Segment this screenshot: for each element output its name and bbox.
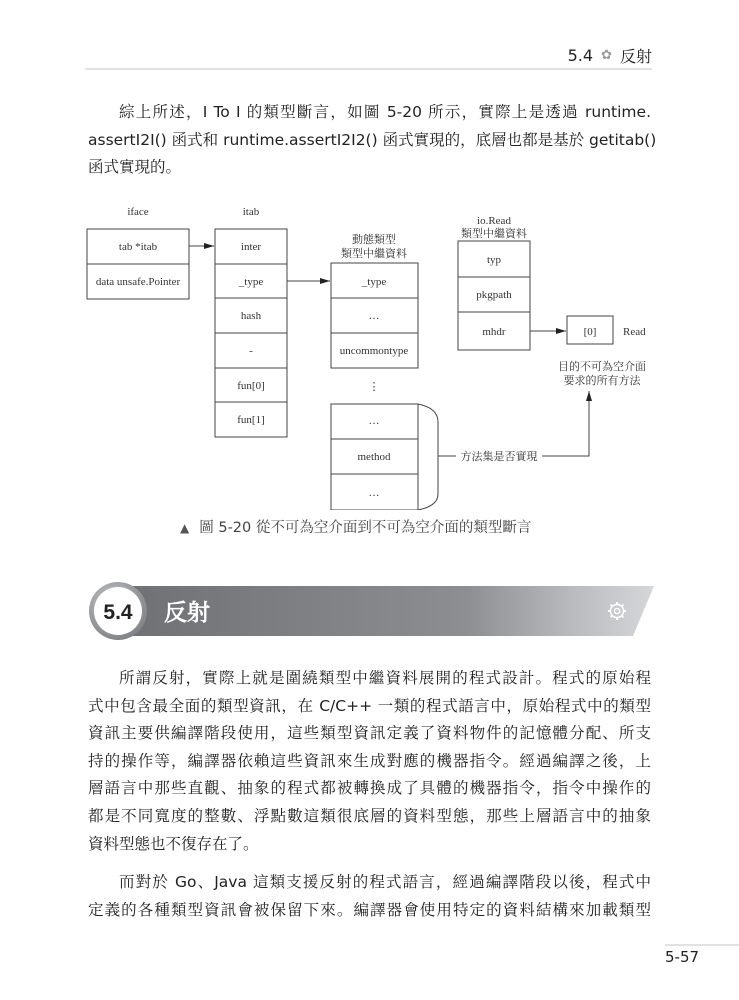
body-paragraph — [88, 869, 651, 924]
gear-icon: ✿ — [601, 48, 612, 63]
itab-field: fun[0] — [237, 380, 265, 392]
body-paragraph — [88, 665, 651, 858]
io-read-field: typ — [486, 254, 502, 266]
paragraph-line: 所謂反射，實際上就是圍繞類型中繼資料展開的程式設計。程式的原始程 — [119, 669, 651, 687]
paragraph-line: 式中包含最全面的類型資訊，在 C/C++ 一類的程式語言中，原始程式中的類型 — [88, 696, 651, 715]
dynamic-type-title: 動態類型 — [352, 234, 396, 246]
dynamic-type-subtitle: 類型中繼資料 — [341, 248, 407, 260]
running-header — [568, 44, 652, 67]
io-read-field: pkgpath — [476, 289, 512, 301]
figure-5-20 — [80, 200, 660, 510]
section-banner — [88, 580, 654, 640]
iface-title: iface — [127, 206, 149, 218]
itab-field: _type — [238, 276, 264, 288]
dynamic-type-field: … — [368, 487, 380, 499]
paragraph-line: 綜上所述，I To I 的類型斷言，如圖 5-20 所示，實際上是透過 runtime. — [119, 103, 651, 121]
header-section-title: 反射 — [619, 47, 652, 66]
check-label: 方法集是否實現 — [460, 451, 538, 463]
header-section-number: 5.4 — [567, 46, 594, 65]
itab-field: - — [249, 345, 253, 357]
dynamic-type-field: … — [368, 310, 380, 322]
header-rule — [85, 68, 652, 70]
paragraph-line: 函式實現的。 — [88, 158, 182, 177]
dynamic-type-field: uncommontype — [339, 345, 409, 357]
vertical-ellipsis: ⋮ — [368, 381, 380, 393]
iface-field: tab *itab — [118, 241, 158, 253]
dynamic-type-field: … — [368, 415, 380, 427]
caption-text: 圖 5-20 從不可為空介面到不可為空介面的類型斷言 — [199, 520, 532, 536]
paragraph-line: 持的操作等，編譯器依賴這些資訊來生成對應的機器指令。經過編譯之後，上 — [88, 751, 651, 770]
page-number: 5-57 — [665, 948, 700, 966]
target-note: 目的不可為空介面 — [558, 361, 646, 373]
itab-field: hash — [240, 310, 262, 322]
method-bracket — [418, 404, 438, 510]
io-read-title: io.Read — [477, 215, 511, 227]
intro-paragraph — [88, 99, 657, 182]
dynamic-type-field: _type — [361, 276, 387, 288]
triangle-icon: ▲ — [180, 521, 190, 535]
itab-title: itab — [242, 206, 260, 218]
paragraph-line: 都是不同寬度的整數、浮點數這類很底層的資料型態，那些上層語言中的抽象 — [88, 806, 651, 825]
paragraph-line: 資料型態也不復存在了。 — [88, 834, 259, 853]
figure-caption — [180, 516, 531, 537]
target-note: 要求的所有方法 — [563, 375, 641, 387]
method-slot: [0] — [583, 326, 597, 338]
arrow-check-to-target — [542, 391, 589, 456]
paragraph-line: assertI2I() 函式和 runtime.assertI2I2() 函式實現的，底層也都是基於 getitab() — [88, 130, 657, 149]
paragraph-line: 層語言中那些直觀、抽象的程式都被轉換成了具體的機器指令，指令中操作的 — [88, 779, 651, 798]
footer-rule — [665, 944, 739, 946]
banner-section-title: 反射 — [164, 600, 210, 626]
paragraph-line: 資訊主要供編譯階段使用，這些類型資訊定義了資料物件的記憶體分配、所支 — [88, 724, 651, 743]
iface-field: data unsafe.Pointer — [95, 276, 181, 288]
itab-field: inter — [240, 241, 262, 253]
dynamic-type-field: method — [357, 451, 391, 463]
method-name: Read — [623, 326, 646, 338]
io-read-field: mhdr — [482, 326, 506, 338]
paragraph-line: 定義的各種類型資訊會被保留下來。編譯器會使用特定的資料結構來加載類型 — [88, 900, 651, 919]
io-read-subtitle: 類型中繼資料 — [461, 228, 527, 240]
paragraph-line: 而對於 Go、Java 這類支援反射的程式語言，經過編譯階段以後，程式中 — [119, 873, 651, 891]
banner-section-number: 5.4 — [103, 601, 133, 624]
itab-field: fun[1] — [237, 414, 265, 426]
